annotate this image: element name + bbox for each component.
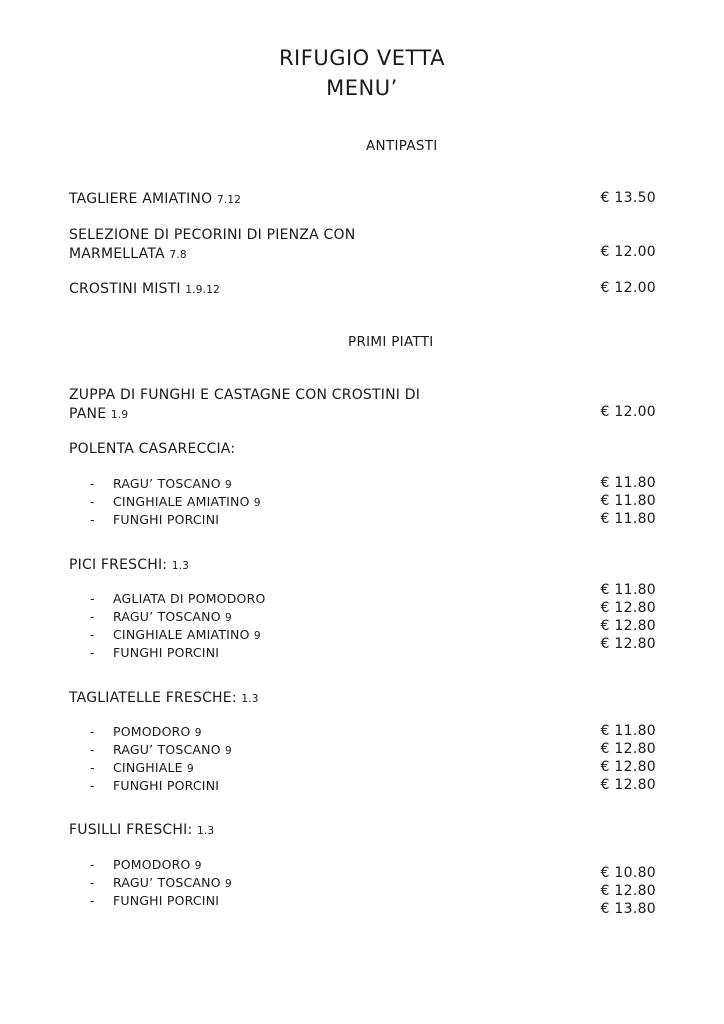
menu-item	[69, 386, 420, 425]
item-price: € 12.00	[600, 244, 656, 260]
item-name: PICI FRESCHI:	[69, 557, 168, 573]
dash: -	[90, 778, 95, 793]
item-price: € 13.50	[600, 190, 656, 206]
dash: -	[90, 494, 95, 509]
dash: -	[90, 512, 95, 527]
option-allergens: 9	[224, 745, 232, 757]
item-price: € 12.00	[600, 404, 656, 420]
sub-option	[113, 874, 232, 893]
option-allergens: 9	[253, 630, 261, 642]
option-allergens: 9	[224, 479, 232, 491]
option-allergens: 9	[194, 727, 202, 739]
option-allergens: 9	[224, 612, 232, 624]
menu-title: MENU’	[326, 76, 398, 100]
option-name: RAGU’ TOSCANO	[113, 476, 221, 491]
option-name: CINGHIALE	[113, 760, 183, 775]
item-allergens: 1.9.12	[185, 284, 220, 296]
option-allergens: 9	[186, 763, 194, 775]
option-price: € 11.80	[600, 493, 656, 509]
item-name: FUSILLI FRESCHI:	[69, 822, 193, 838]
option-name: CINGHIALE AMIATINO	[113, 627, 250, 642]
option-name: RAGU’ TOSCANO	[113, 609, 221, 624]
item-name: SELEZIONE DI PECORINI DI PIENZA CON	[69, 227, 356, 243]
sub-option	[113, 511, 219, 529]
item-name: TAGLIERE AMIATINO	[69, 191, 213, 207]
option-allergens: 9	[253, 497, 261, 509]
section-primi: PRIMI PIATTI	[348, 334, 434, 350]
option-price: € 12.80	[600, 777, 656, 793]
item-name-cont: PANE	[69, 406, 107, 422]
option-name: AGLIATA DI POMODORO	[113, 591, 266, 606]
dash: -	[90, 609, 95, 624]
sub-option	[113, 626, 261, 645]
sub-option	[113, 590, 266, 608]
option-price: € 12.80	[600, 741, 656, 757]
sub-option	[113, 741, 232, 760]
option-name: POMODORO	[113, 724, 191, 739]
sub-option	[113, 777, 219, 795]
option-price: € 13.80	[600, 901, 656, 917]
option-price: € 12.80	[600, 759, 656, 775]
item-name: ZUPPA DI FUNGHI E CASTAGNE CON CROSTINI DI	[69, 387, 421, 403]
option-price: € 10.80	[600, 865, 656, 881]
menu-item	[69, 280, 220, 300]
option-price: € 11.80	[600, 511, 656, 527]
dash: -	[90, 591, 95, 606]
item-name: TAGLIATELLE FRESCHE:	[69, 690, 237, 706]
dash: -	[90, 627, 95, 642]
sub-option	[113, 892, 219, 910]
option-price: € 12.80	[600, 883, 656, 899]
item-name-cont: MARMELLATA	[69, 246, 165, 262]
sub-option	[113, 644, 219, 662]
option-allergens: 9	[194, 860, 202, 872]
option-name: FUNGHI PORCINI	[113, 893, 220, 908]
menu-item-pici	[69, 556, 189, 576]
menu-item-polenta: POLENTA CASARECCIA:	[69, 441, 236, 457]
item-allergens: 1.3	[171, 560, 190, 572]
option-name: POMODORO	[113, 857, 191, 872]
option-price: € 12.80	[600, 600, 656, 616]
section-antipasti: ANTIPASTI	[366, 138, 438, 154]
sub-option	[113, 493, 261, 512]
option-name: FUNGHI PORCINI	[113, 645, 220, 660]
option-allergens: 9	[224, 878, 232, 890]
sub-option	[113, 608, 232, 627]
option-price: € 11.80	[600, 582, 656, 598]
item-allergens: 7.12	[216, 194, 242, 206]
sub-option	[113, 759, 194, 778]
menu-item-tagliatelle	[69, 689, 259, 709]
item-allergens: 1.3	[241, 693, 259, 705]
dash: -	[90, 724, 95, 739]
option-name: CINGHIALE AMIATINO	[113, 494, 250, 509]
option-price: € 11.80	[600, 723, 656, 739]
sub-option	[113, 856, 202, 875]
dash: -	[90, 760, 95, 775]
option-price: € 12.80	[600, 618, 656, 634]
item-price: € 12.00	[600, 280, 656, 296]
dash: -	[90, 875, 95, 890]
option-name: FUNGHI PORCINI	[113, 778, 220, 793]
sub-option	[113, 723, 202, 742]
option-name: FUNGHI PORCINI	[113, 512, 220, 527]
option-price: € 12.80	[600, 636, 656, 652]
item-allergens: 1.3	[197, 825, 215, 837]
restaurant-title: RIFUGIO VETTA	[278, 46, 446, 70]
option-price: € 11.80	[600, 475, 656, 491]
dash: -	[90, 742, 95, 757]
dash: -	[90, 893, 95, 908]
dash: -	[90, 645, 95, 660]
item-name: CROSTINI MISTI	[69, 281, 181, 297]
option-name: RAGU’ TOSCANO	[113, 875, 221, 890]
item-allergens: 1.9	[110, 409, 129, 421]
menu-item-fusilli	[69, 821, 214, 841]
item-allergens: 7.8	[169, 249, 187, 261]
sub-option	[113, 475, 232, 494]
option-name: RAGU’ TOSCANO	[113, 742, 221, 757]
dash: -	[90, 476, 95, 491]
dash: -	[90, 857, 95, 872]
menu-item	[69, 190, 241, 210]
menu-item	[69, 226, 355, 265]
